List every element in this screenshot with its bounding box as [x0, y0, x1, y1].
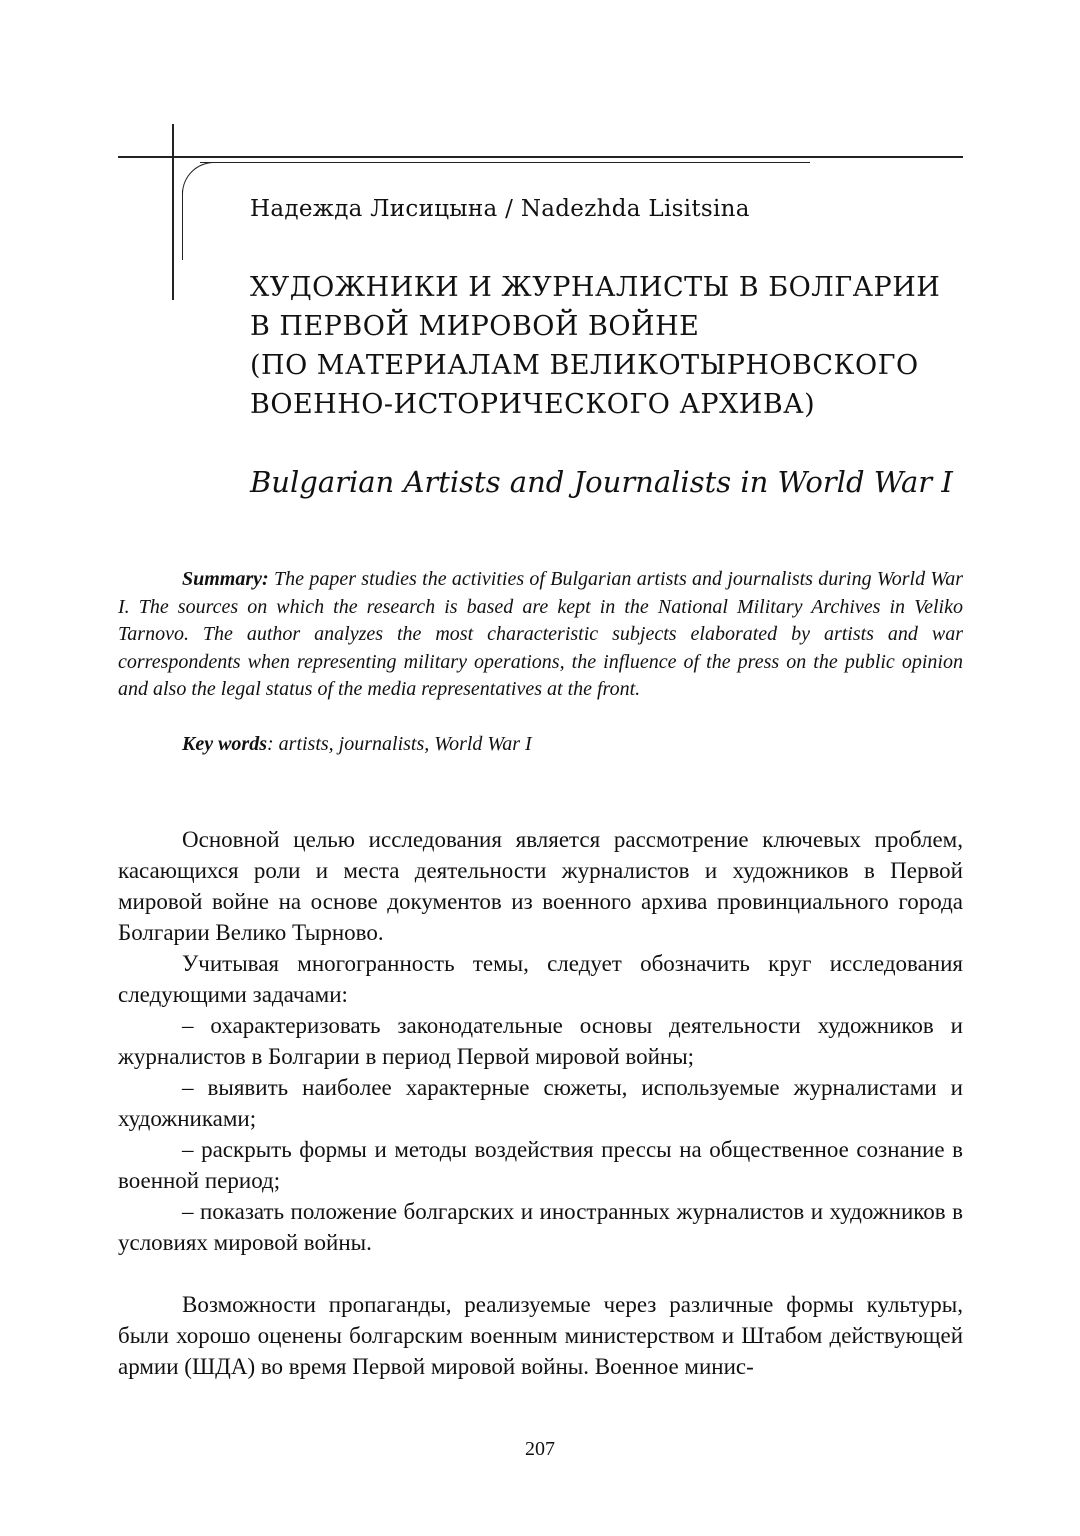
summary-label: Summary:	[182, 568, 269, 590]
summary-paragraph	[118, 566, 963, 704]
task-item: – охарактеризовать законодательные основы деятельности художников и журналистов в Болгарии в период Первой мировой войны;	[118, 1013, 963, 1069]
frame-inner-vertical-rule	[182, 190, 183, 260]
keywords-label: Key words	[182, 733, 267, 755]
frame-top-rule	[118, 156, 963, 158]
body-paragraph: Учитывая многогранность темы, следует обозначить круг исследования следующими задачами:	[118, 951, 963, 1007]
summary-text: The paper studies the activities of Bulgarian artists and journalists during World War I. The sources on which the research is based are kept in the National Military Archives in Veliko Tarnovo. The author analyzes the most characteristic subjects elaborated by artists and war correspondents when representing military operations, the influence of the press on the public opinion and also the legal status of the media representatives at the front.	[118, 568, 963, 701]
body-paragraph: Возможности пропаганды, реализуемые через различные формы культуры, были хорошо оценены болгарским военным министерством и Штабом действующей армии (ШДА) во время Первой мировой войны. Военное минис-	[118, 1292, 963, 1379]
frame-left-rule	[172, 124, 174, 300]
task-item: – показать положение болгарских и иностранных журналистов и художников в условиях мировой войны.	[118, 1199, 963, 1255]
english-title: Bulgarian Artists and Journalists in World War I	[250, 465, 953, 499]
task-item: – раскрыть формы и методы воздействия прессы на общественное сознание в военной период;	[118, 1137, 963, 1193]
keywords-text: : artists, journalists, World War I	[267, 733, 532, 755]
body-paragraph: Основной целью исследования является рассмотрение ключевых проблем, касающихся роли и места деятельности журналистов и художников в Первой мировой войне на основе документов из военного архива провинциального города Болгарии Велико Тырново.	[118, 827, 963, 945]
body-text	[118, 824, 963, 1382]
task-item: – выявить наиболее характерные сюжеты, используемые журналистами и художниками;	[118, 1075, 963, 1131]
author-line: Надежда Лисицына / Nadezhda Lisitsina	[250, 196, 750, 222]
title-line: (ПО МАТЕРИАЛАМ ВЕЛИКОТЫРНОВСКОГО	[250, 350, 919, 381]
frame-inner-rule	[200, 162, 810, 163]
title-line: В ПЕРВОЙ МИРОВОЙ ВОЙНЕ	[250, 311, 700, 342]
keywords-line	[182, 733, 532, 756]
frame-corner-curve	[182, 162, 222, 202]
page-number: 207	[525, 1438, 555, 1460]
title-line: ХУДОЖНИКИ И ЖУРНАЛИСТЫ В БОЛГАРИИ	[250, 272, 941, 303]
title-line: ВОЕННО-ИСТОРИЧЕСКОГО АРХИВА)	[250, 389, 816, 420]
article-title	[250, 268, 970, 424]
